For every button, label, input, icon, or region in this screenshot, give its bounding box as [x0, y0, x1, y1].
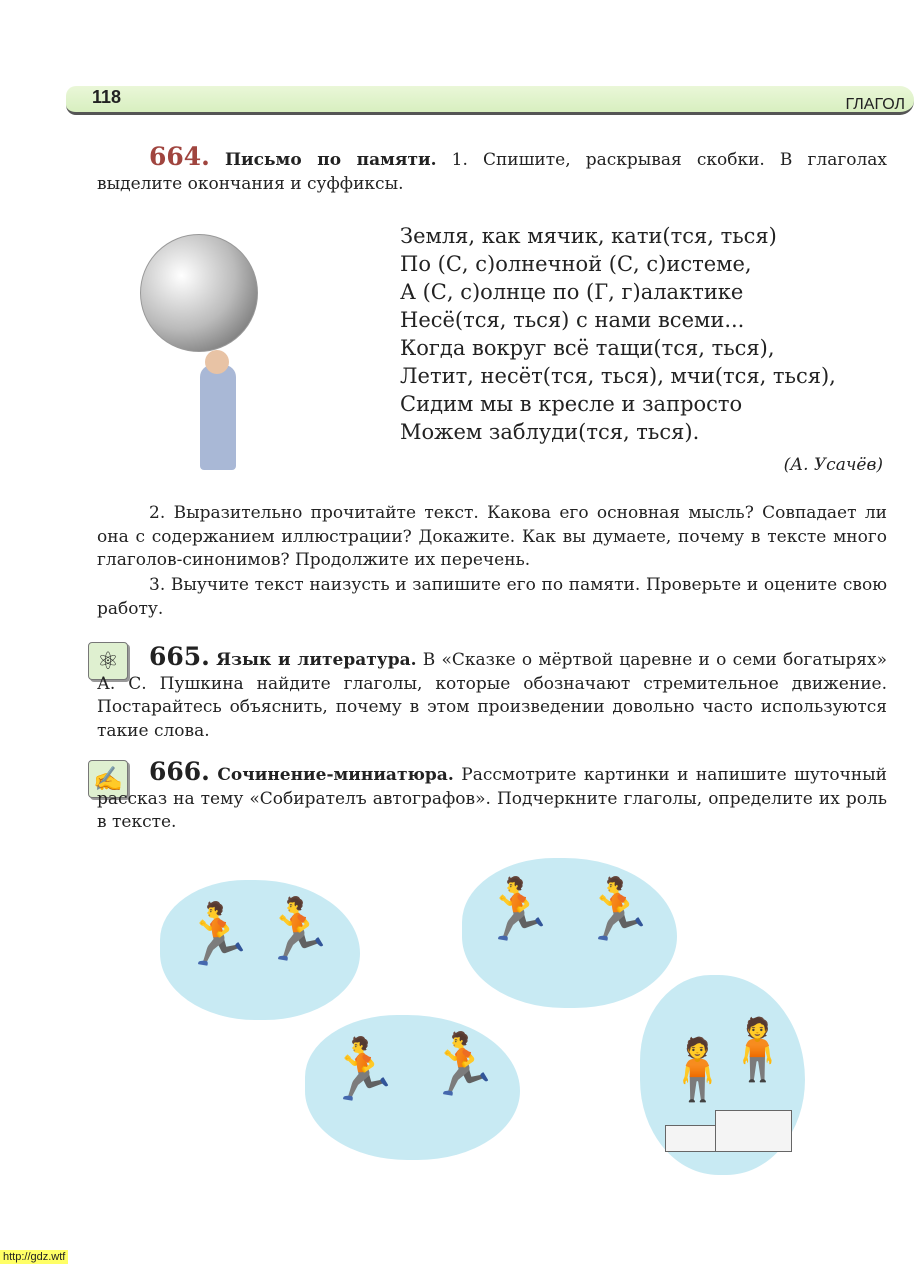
- page-number: 118: [92, 87, 122, 107]
- exercise-task: Рассмотрите картинки и напишите шуточный рассказ на тему «Собирателъ автографов». Подчеркните глаголы, определите их роль в тексте.: [97, 765, 888, 832]
- pen-writing-icon: ✍: [88, 760, 128, 798]
- standing-man-icon: 🧍: [720, 1015, 795, 1085]
- exercise-title: Сочинение-миниатюра.: [217, 765, 454, 785]
- exercise-number: 665.: [149, 642, 210, 671]
- exercise-task: 1. Спишите, раскрывая скобки. В глаголах выделите окончания и суффиксы.: [97, 150, 888, 194]
- exercise-665: [97, 642, 887, 743]
- globe-image: [140, 234, 258, 352]
- poem-line: По (С, с)олнечной (С, с)истеме,: [400, 252, 752, 276]
- exercise-task: В «Сказке о мёртвой царевне и о семи богатырях» А. С. Пушкина найдите глаголы, которые обозначают стремительное движение. Постарайтесь объяснить, почему в этом произведении довольно часто используются такие слова.: [97, 650, 887, 741]
- exercise-664-task2: 2. Выразительно прочитайте текст. Какова его основная мысль? Совпадает ли она с содержанием иллюстрации? Докажите. Как вы думаете, почему в тексте много глаголов-синонимов? Продолжите их перечень.: [97, 503, 887, 570]
- running-man-icon: 🏃: [325, 1035, 400, 1105]
- atom-literature-icon: ⚛: [88, 642, 128, 680]
- podium-step: [665, 1125, 717, 1152]
- poem-line: Летит, несёт(тся, ться), мчи(тся, ться),: [400, 364, 836, 388]
- exercise-number: 666.: [149, 757, 210, 786]
- poem-line: А (С, с)олнце по (Г, г)алактике: [400, 280, 744, 304]
- podium-top: [715, 1110, 792, 1152]
- exercise-666: [97, 757, 888, 835]
- poem-line: Сидим мы в кресле и запросто: [400, 392, 743, 416]
- runner-icon: 🏃: [260, 895, 335, 965]
- running-man-icon: 🏃: [180, 900, 255, 970]
- exercise-664-intro: [97, 142, 888, 196]
- poem-line: Когда вокруг всё тащи(тся, ться),: [400, 336, 775, 360]
- child-image: [200, 365, 236, 470]
- exercise-664-task3: 3. Выучите текст наизусть и запишите его по памяти. Проверьте и оцените свою работу.: [97, 575, 887, 619]
- runner-icon: 🏃: [480, 875, 555, 945]
- child-head: [205, 350, 229, 374]
- poem-author: (А. Усачёв): [783, 455, 883, 475]
- poem: [400, 222, 836, 446]
- exercise-title: Письмо по памяти.: [225, 150, 437, 170]
- poem-line: Несё(тся, ться) с нами всеми...: [400, 308, 745, 332]
- exercise-title: Язык и литература.: [216, 650, 417, 670]
- exercise-number: 664.: [149, 142, 210, 171]
- poem-line: Можем заблуди(тся, ться).: [400, 420, 700, 444]
- section-title: ГЛАГОЛ: [845, 96, 905, 113]
- poem-line: Земля, как мячик, кати(тся, ться): [400, 224, 777, 248]
- standing-man-icon: 🧍: [660, 1035, 735, 1105]
- header-bar: [66, 86, 914, 115]
- footer-url[interactable]: http://gdz.wtf: [0, 1250, 68, 1264]
- running-man-icon: 🏃: [580, 875, 655, 945]
- runner-icon: 🏃: [425, 1030, 500, 1100]
